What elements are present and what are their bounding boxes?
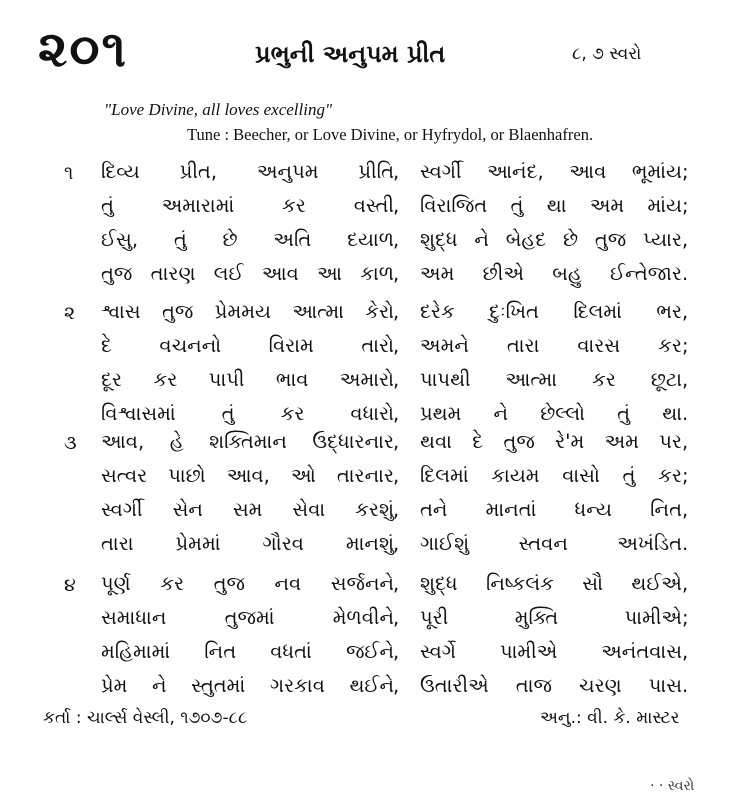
line-first-half: તુજ તારણ લઈ આવ આ કાળ [101,262,394,285]
line-first-half: ઈસુ, તું છે અતિ દયાળ [101,228,394,251]
hymn-title: પ્રભુની અનુપમ પ્રીત [255,40,446,68]
line-comma: , [393,334,400,357]
line-second-half: ગાઈશું સ્તવન અખંડિત [420,532,682,555]
line-comma: , [393,498,400,521]
line-second-half: અમ છીએ બહુ ઈન્તેજાર [420,262,682,285]
line-first-half: સ્વર્ગી સેન સમ સેવા કરશું [101,498,394,521]
line-second-half: અમને તારા વારસ કર [420,334,682,357]
line-comma: , [393,464,400,487]
line-second-half: થવા દે તુજ રે'મ અમ પર [420,430,682,453]
line-end-punctuation: , [682,498,689,521]
verse-line [0,674,750,706]
translator-credit: અનુ.: વી. કે. માસ્ટર [540,708,680,728]
line-end-punctuation: ; [682,334,689,357]
verse-line [0,262,750,294]
line-first-half: પ્રેમ ને સ્તુતમાં ગરકાવ થઈને [101,674,394,697]
line-end-punctuation: ; [682,160,689,183]
line-comma: , [393,368,400,391]
line-end-punctuation: . [682,674,689,697]
line-comma: , [393,572,400,595]
line-end-punctuation: , [682,640,689,663]
verse-line [0,334,750,366]
line-first-half: પૂર્ણ કર તુજ નવ સર્જનને [101,572,394,595]
verse-line [0,194,750,226]
line-end-punctuation: , [682,300,689,323]
line-comma: , [393,194,400,217]
line-first-half: મહિમામાં નિત વધતાં જઈને [101,640,394,663]
line-first-half: સત્વર પાછો આવ, ઓ તારનાર [101,464,394,487]
line-comma: , [393,402,400,425]
verse-line [0,532,750,564]
verse-line [0,606,750,638]
verse-line [0,368,750,400]
line-comma: , [393,228,400,251]
line-end-punctuation: . [682,532,689,555]
line-second-half: વિરાજિત તું થા અમ માંય [420,194,682,217]
line-first-half: તારા પ્રેમમાં ગૌરવ માનશું [101,532,394,555]
verse-line [0,160,750,192]
line-end-punctuation: , [682,228,689,251]
verse-line [0,430,750,462]
line-comma: , [393,640,400,663]
verse-number: ૨ [64,302,76,324]
line-end-punctuation: , [682,430,689,453]
line-second-half: સ્વર્ગી આનંદ, આવ ભૂમાંય [420,160,682,183]
line-comma: , [393,300,400,323]
line-second-half: શુદ્ધ ને બેહદ છે તુજ પ્યાર [420,228,682,251]
hymn-number: ૨૦૧ [38,20,128,78]
verse-line [0,572,750,604]
line-first-half: સમાધાન તુજમાં મેળવીને [101,606,394,629]
line-comma: , [393,606,400,629]
verse-line [0,464,750,496]
verse-line [0,498,750,530]
line-first-half: આવ, હે શક્તિમાન ઉદ્ધારનાર [101,430,394,453]
line-second-half: તને માનતાં ધન્ય નિત [420,498,682,521]
line-comma: , [393,674,400,697]
verse-line [0,640,750,672]
line-first-half: તું અમારામાં કર વસ્તી [101,194,394,217]
line-comma: , [393,430,400,453]
verse-number: ૩ [64,432,77,454]
line-first-half: દૂર કર પાપી ભાવ અમારો [101,368,394,391]
english-title: "Love Divine, all loves excelling" [104,100,333,119]
line-second-half: સ્વર્ગે પામીએ અનંતવાસ [420,640,682,663]
line-first-half: દે વચનનો વિરામ તારો [101,334,394,357]
next-page-fragment: · · સ્વરો [650,778,695,794]
verse-line [0,228,750,260]
line-comma: , [393,262,400,285]
line-end-punctuation: ; [682,606,689,629]
line-end-punctuation: . [682,262,689,285]
line-second-half: પાપથી આત્મા કર છૂટા [420,368,682,391]
line-second-half: ઉતારીએ તાજ ચરણ પાસ [420,674,682,697]
line-end-punctuation: . [682,402,689,425]
meter-label: ૮, ૭ સ્વરો [572,44,642,64]
line-second-half: શુદ્ધ નિષ્કલંક સૌ થઈએ [420,572,682,595]
author-credit: કર્તા : ચાર્લ્સ વેસ્લી, ૧૭૦૭-૮૮ [43,708,248,728]
verse-number: ૧ [64,162,74,184]
line-second-half: પૂરી મુક્તિ પામીએ [420,606,682,629]
line-end-punctuation: ; [682,464,689,487]
line-end-punctuation: , [682,572,689,595]
line-first-half: વિશ્વાસમાં તું કર વધારો [101,402,394,425]
tune-line: Tune : Beecher, or Love Divine, or Hyfrydol, or Blaenhafren. [187,125,594,144]
line-second-half: દરેક દુઃખિત દિલમાં ભર [420,300,682,323]
line-second-half: દિલમાં કાયમ વાસો તું કર [420,464,682,487]
line-first-half: દિવ્ય પ્રીત, અનુપમ પ્રીતિ [101,160,394,183]
line-end-punctuation: , [682,368,689,391]
line-comma: , [393,532,400,555]
line-comma: , [393,160,400,183]
verse-number: ૪ [64,574,76,596]
line-second-half: પ્રથમ ને છેલ્લો તું થા [420,402,682,425]
line-end-punctuation: ; [682,194,689,217]
line-first-half: શ્વાસ તુજ પ્રેમમય આત્મા કેરો [101,300,394,323]
verse-line [0,300,750,332]
